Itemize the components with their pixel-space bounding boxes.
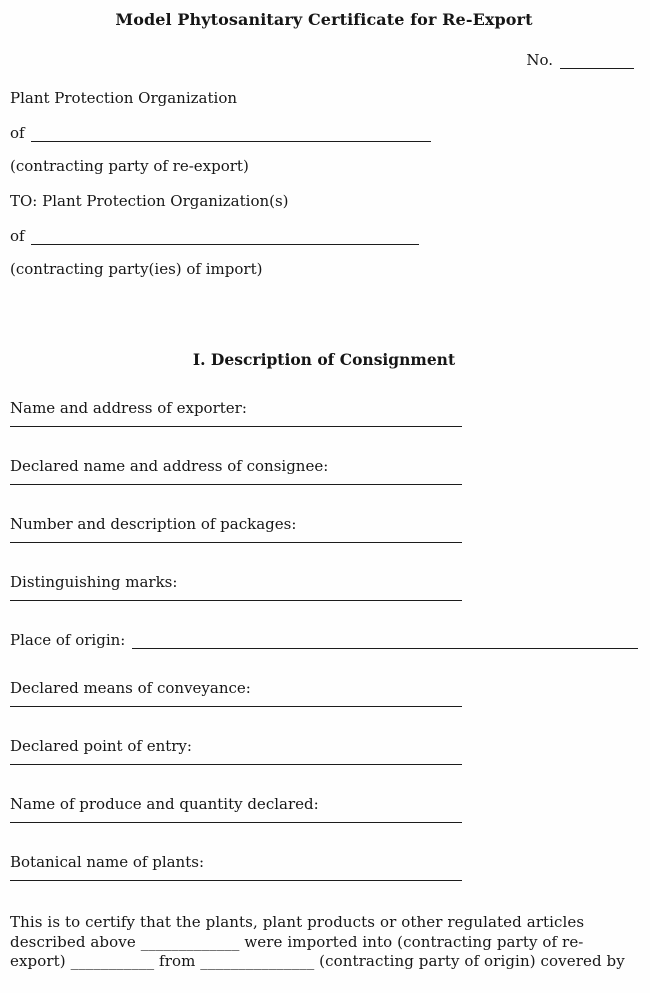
certificate-number-label: No. xyxy=(526,51,553,69)
ppo-title: Plant Protection Organization xyxy=(10,89,238,107)
field-row-point-of-entry xyxy=(10,737,638,765)
reexport-of-row xyxy=(10,124,638,142)
field-blank-line xyxy=(10,871,462,881)
field-label: Name and address of exporter: xyxy=(10,399,247,417)
reexport-caption: (contracting party of re-export) xyxy=(10,157,249,175)
field-label: Name of produce and quantity declared: xyxy=(10,795,319,813)
of-label: of xyxy=(10,124,25,142)
field-row-consignee xyxy=(10,457,638,485)
field-label: Declared point of entry: xyxy=(10,737,192,755)
field-blank-line xyxy=(10,755,462,765)
field-row-exporter xyxy=(10,399,638,427)
field-blank-line xyxy=(10,591,462,601)
field-blank-line xyxy=(132,634,638,649)
field-blank-line xyxy=(10,813,462,823)
document-title: Model Phytosanitary Certificate for Re-Export xyxy=(115,10,533,29)
field-label: Declared name and address of consignee: xyxy=(10,457,329,475)
certify-paragraph: This is to certify that the plants, plant products or other regulated articles described above _____________ were imported into (contracting party of re-export) ___________ from _______________ (contracting party of origin) covered by xyxy=(10,913,625,970)
field-blank-line xyxy=(10,475,462,485)
field-row-botanical-name xyxy=(10,853,638,881)
field-label: Declared means of conveyance: xyxy=(10,679,251,697)
import-caption: (contracting party(ies) of import) xyxy=(10,260,263,278)
field-label: Number and description of packages: xyxy=(10,515,297,533)
field-row-place-of-origin xyxy=(10,631,638,649)
certificate-number-blank-line xyxy=(560,54,634,69)
field-row-produce-quantity xyxy=(10,795,638,823)
reexport-party-blank-line xyxy=(31,127,431,142)
to-ppo-label: TO: Plant Protection Organization(s) xyxy=(10,192,289,210)
import-of-row xyxy=(10,227,638,245)
import-party-blank-line xyxy=(31,230,419,245)
consignment-fields xyxy=(10,399,638,881)
field-blank-line xyxy=(10,417,462,427)
field-label: Botanical name of plants: xyxy=(10,853,204,871)
of-label: of xyxy=(10,227,25,245)
certificate-number-row xyxy=(10,51,638,69)
field-row-conveyance xyxy=(10,679,638,707)
field-label: Distinguishing marks: xyxy=(10,573,178,591)
field-row-packages xyxy=(10,515,638,543)
section-heading-description-of-consignment: I. Description of Consignment xyxy=(192,350,456,369)
field-blank-line xyxy=(10,697,462,707)
field-row-distinguishing-marks xyxy=(10,573,638,601)
field-label: Place of origin: xyxy=(10,631,126,649)
field-blank-line xyxy=(10,533,462,543)
